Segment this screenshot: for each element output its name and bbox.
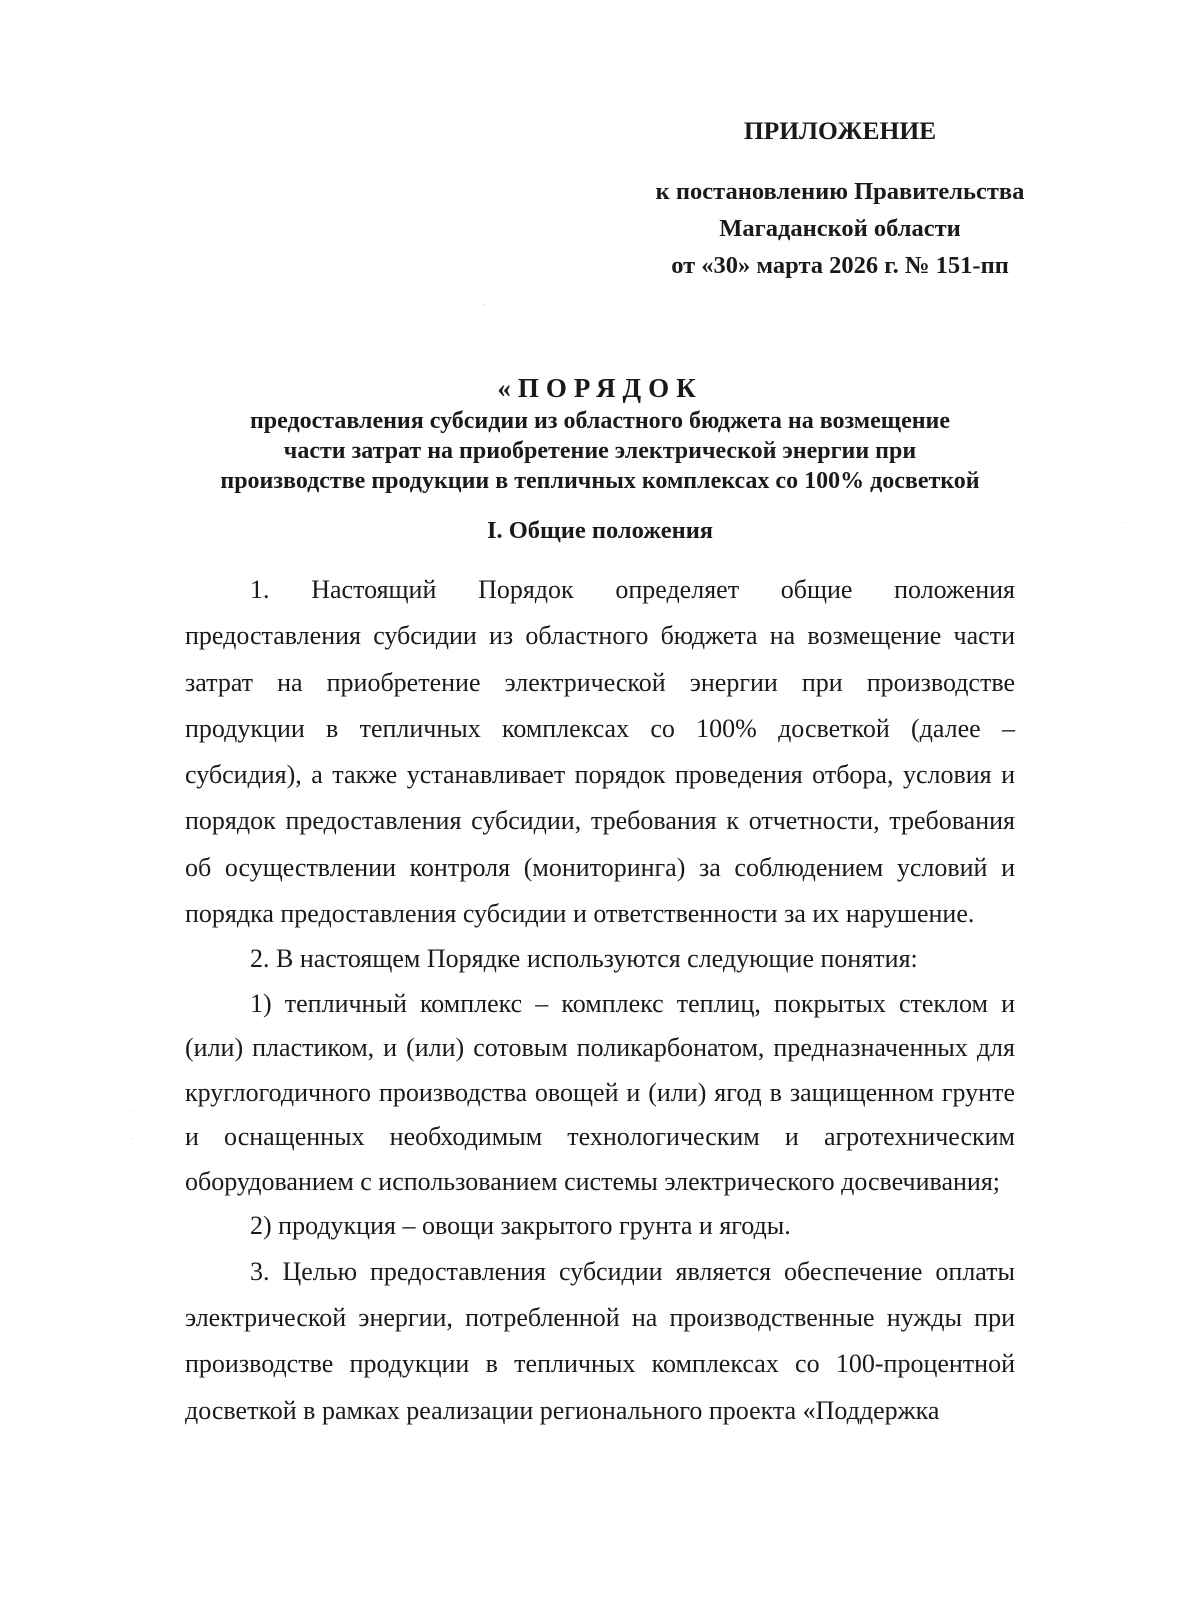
appendix-date-number: от «30» марта 2026 г. № 151-пп [671, 252, 1009, 279]
document-title [185, 371, 1015, 496]
scan-speck [484, 304, 485, 305]
scan-speck [1122, 522, 1123, 523]
document-name: «ПОРЯДОК [497, 373, 703, 403]
paragraph-definition-2: 2) продукция – овощи закрытого грунта и ягоды. [250, 1211, 791, 1241]
appendix-header [600, 112, 1080, 284]
paragraph-1: 1. Настоящий Порядок определяет общие положения предоставления субсидии из областного бюджета на возмещение части затрат на приобретение электрической энергии при производстве продукции в тепличных комплексах со 100% досветкой (далее – субсидия), а также устанавливает порядок проведения отбора, условия и порядок предоставления субсидии, требования к отчетности, требования об осуществлении контроля (мониторинга) за соблюдением условий и порядка предоставления субсидии и ответственности за их нарушение. [185, 575, 1015, 929]
document-subtitle [185, 406, 1015, 496]
section-heading: I. Общие положения [486, 517, 714, 544]
subtitle-line: части затрат на приобретение электрической энергии при [283, 438, 917, 464]
scan-speck [130, 1110, 131, 1111]
appendix-line: к постановлению Правительства [655, 178, 1025, 205]
paragraph-3: 3. Целью предоставления субсидии является обеспечение оплаты электрической энергии, потребленной на производственные нужды при производстве продукции в тепличных комплексах со 100-процентной досветкой в рамках реализации регионального проекта «Поддержка [185, 1256, 1015, 1425]
subtitle-line: предоставления субсидии из областного бюджета на возмещение [249, 408, 951, 434]
subtitle-line: производстве продукции в тепличных комплексах со 100% досветкой [220, 468, 980, 494]
appendix-title: ПРИЛОЖЕНИЕ [743, 116, 937, 145]
scan-speck [132, 1138, 133, 1139]
appendix-line: Магаданской области [719, 215, 961, 242]
paragraph-definition-1: 1) тепличный комплекс – комплекс теплиц, покрытых стеклом и (или) пластиком, и (или) сотовым поликарбонатом, предназначенных для круглогодичного производства овощей и (или) ягод в защищенном грунте и оснащенных необходимым технологическим и агротехническим оборудованием с использованием системы электрического досвечивания; [185, 988, 1015, 1196]
document-body [185, 567, 1015, 1434]
paragraph-2: 2. В настоящем Порядке используются следующие понятия: [250, 944, 918, 974]
